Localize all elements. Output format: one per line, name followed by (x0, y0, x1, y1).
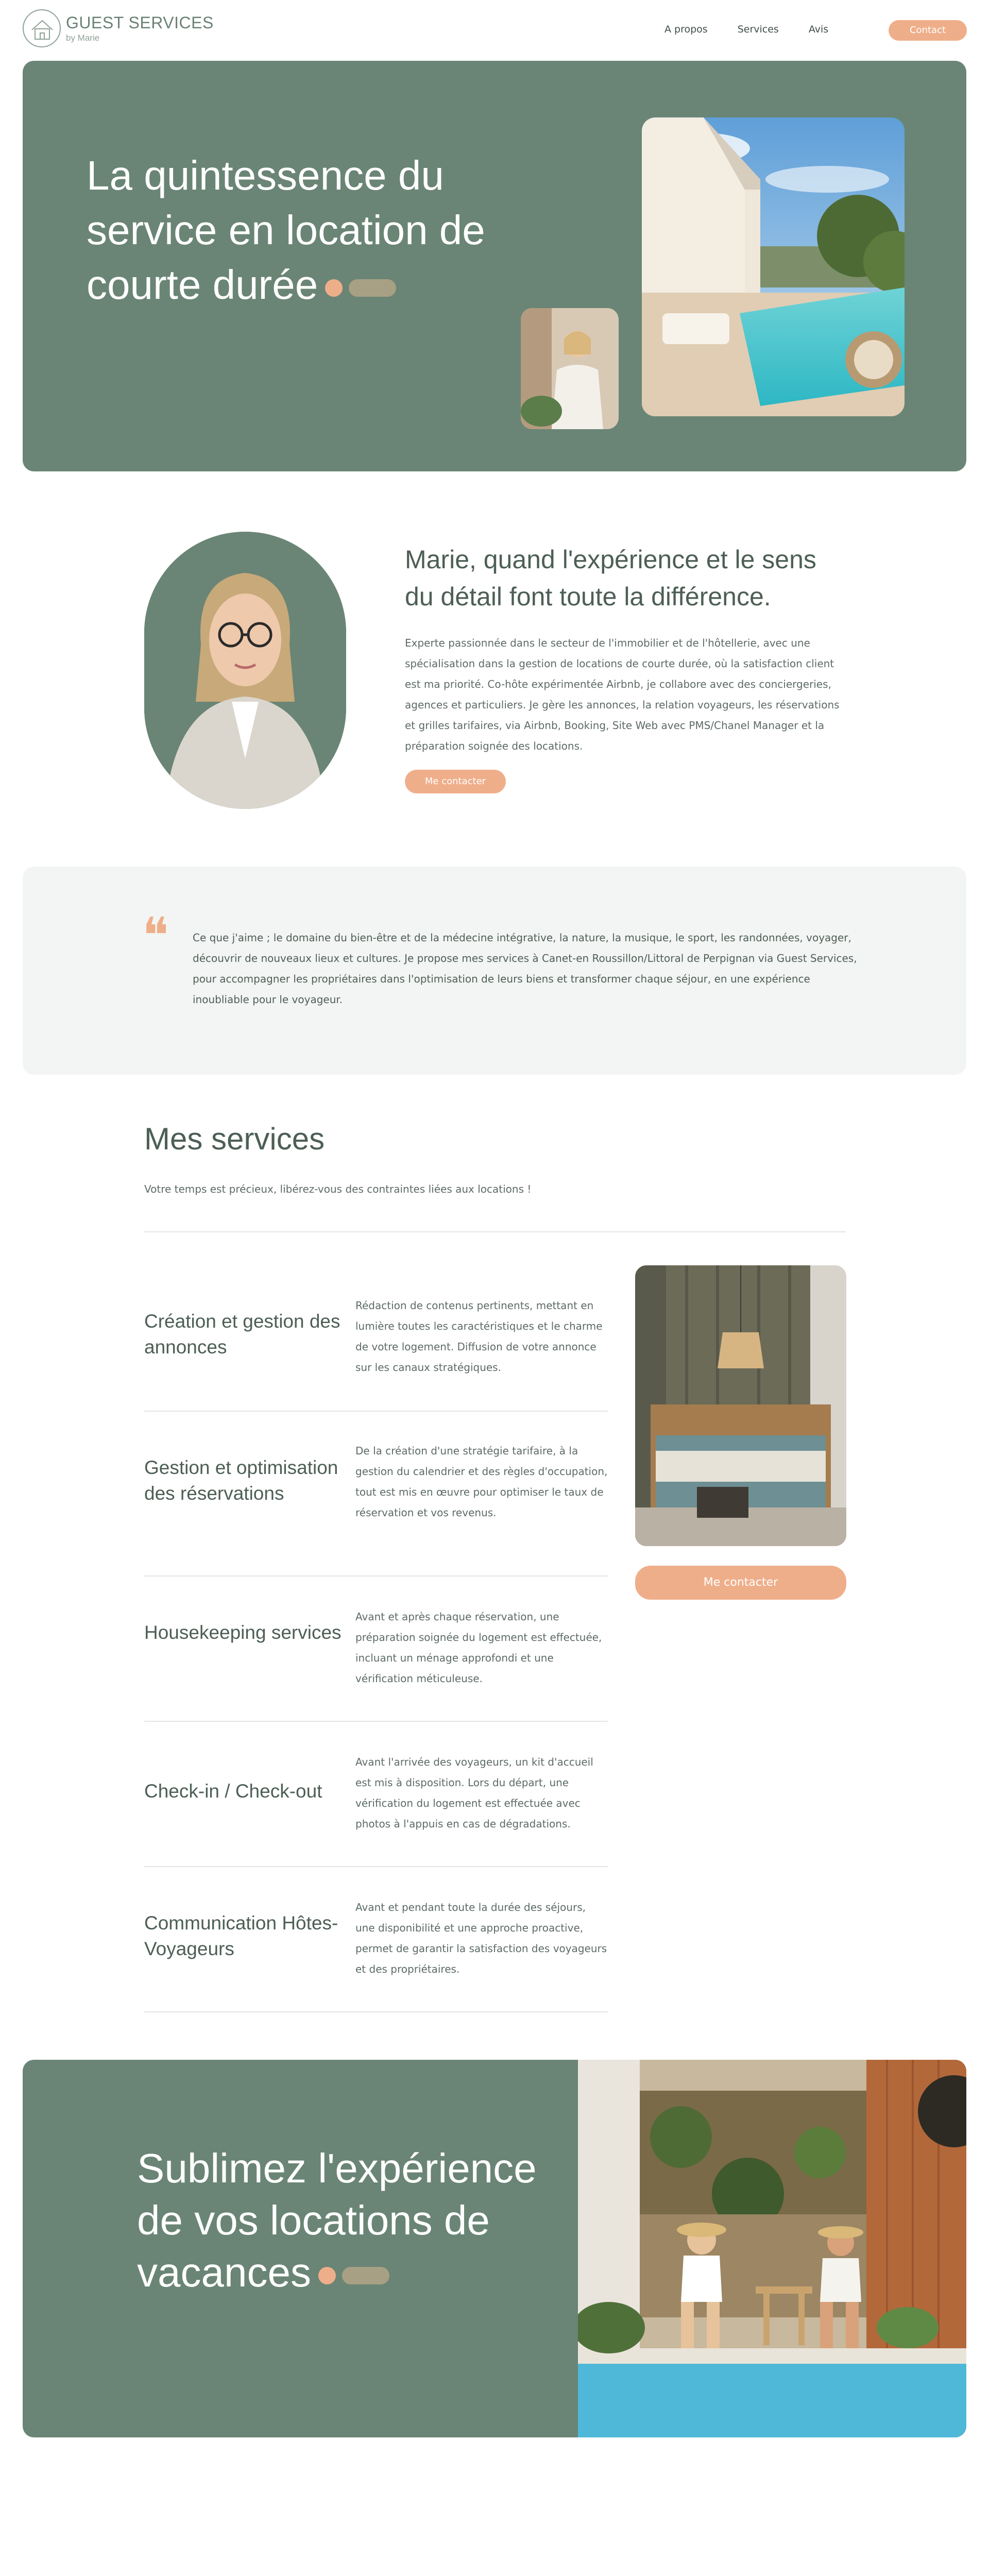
service-item (144, 1577, 608, 1722)
decorative-pill (342, 2267, 389, 2284)
main-nav (664, 24, 858, 35)
about-text: Experte passionnée dans le secteur de l'immobilier et de l'hôtellerie, avec une spécialisation dans la gestion de locations de courte durée, où la satisfaction client est ma priorité. Co-hôte expérimentée Airbnb, je collabore avec des conciergeries, agences et particuliers. Je gère les annonces, la relation voyageurs, les réservations et grilles tarifaires, via Airbnb, Booking, Site Web avec PMS/Chanel Manager et la préparation soignée des locations. (405, 637, 840, 752)
service-description: De la création d'une stratégie tarifaire, à la gestion du calendrier et des règles d'occupation, tout est mis en œuvre pour optimiser le taux de réservation et vos revenus. (355, 1445, 608, 1519)
logo-title: GUEST SERVICES (66, 13, 214, 32)
service-name: Création et gestion des annonces (144, 1311, 340, 1358)
service-item (144, 1867, 608, 2012)
service-name: Communication Hôtes-Voyageurs (144, 1912, 338, 1959)
villa-pool-photo (642, 117, 905, 416)
sublime-title (137, 2142, 580, 2298)
service-item (144, 1265, 608, 1412)
hero-title-text: La quintessence du service en location de courte durée (87, 152, 485, 308)
service-description: Avant et pendant toute la durée des séjours, une disponibilité et une approche proactive, permet de garantir la satisfaction des voyageurs et des propriétaires. (355, 1901, 607, 1975)
brand-logo[interactable] (23, 9, 214, 47)
service-description: Avant l'arrivée des voyageurs, un kit d'accueil est mis à disposition. Lors du départ, une vérification du logement est effectuée avec photos à l'appuis en cas de dégradations. (355, 1756, 593, 1830)
decorative-dot (325, 279, 343, 297)
services-contact-button[interactable]: Me contacter (635, 1566, 846, 1600)
quote-section (23, 867, 966, 1075)
decorative-dot (318, 2267, 336, 2284)
service-item (144, 1412, 608, 1577)
services-title: Mes services (144, 1122, 325, 1156)
header-contact-button[interactable]: Contact (889, 20, 967, 41)
house-logo-icon (23, 9, 61, 47)
site-header (0, 0, 989, 61)
service-description: Avant et après chaque réservation, une préparation soignée du logement est effectuée, incluant un ménage approfondi et une vérification méticuleuse. (355, 1611, 602, 1685)
services-subtitle: Votre temps est précieux, libérez-vous des contraintes liées aux locations ! (144, 1183, 532, 1195)
service-item (144, 1722, 608, 1867)
service-name: Gestion et optimisation des réservations (144, 1457, 338, 1504)
about-contact-button[interactable]: Me contacter (405, 770, 506, 793)
service-description: Rédaction de contenus pertinents, mettant en lumière toutes les caractéristiques et le charme de votre logement. Diffusion de votre annonce sur les canaux stratégiques. (355, 1299, 603, 1374)
quote-icon: ❝ (142, 907, 169, 964)
decorative-pill (349, 279, 396, 297)
marie-portrait-photo (144, 532, 346, 809)
nav-link-services[interactable]: Services (737, 24, 779, 35)
sublime-section (23, 2060, 966, 2437)
quote-text: Ce que j'aime ; le domaine du bien-être et de la médecine intégrative, la nature, la musique, le sport, les randonnées, voyager, découvrir de nouveaux lieux et cultures. Je propose mes services à Canet-en Roussillon/Littoral de Perpignan via Guest Services, pour accompagner les propriétaires dans l'optimisation de leurs biens et transformer chaque séjour, en une expérience inoubliable pour le voyageur. (193, 931, 857, 1006)
about-title: Marie, quand l'expérience et le sens du détail font toute la différence. (405, 545, 816, 611)
sublime-title-text: Sublimez l'expérience de vos locations de vacances (137, 2145, 537, 2295)
couple-pool-photo (578, 2060, 966, 2437)
nav-link-a-propos[interactable]: A propos (664, 24, 708, 35)
service-name: Check-in / Check-out (144, 1781, 322, 1802)
hero-section (23, 61, 966, 471)
service-name: Housekeeping services (144, 1622, 342, 1643)
woman-portrait-photo (521, 308, 619, 429)
bedroom-photo (635, 1265, 846, 1546)
hero-title (87, 148, 550, 312)
nav-link-avis[interactable]: Avis (808, 24, 829, 35)
services-divider (144, 1231, 846, 1232)
logo-subtitle: by Marie (66, 33, 100, 43)
